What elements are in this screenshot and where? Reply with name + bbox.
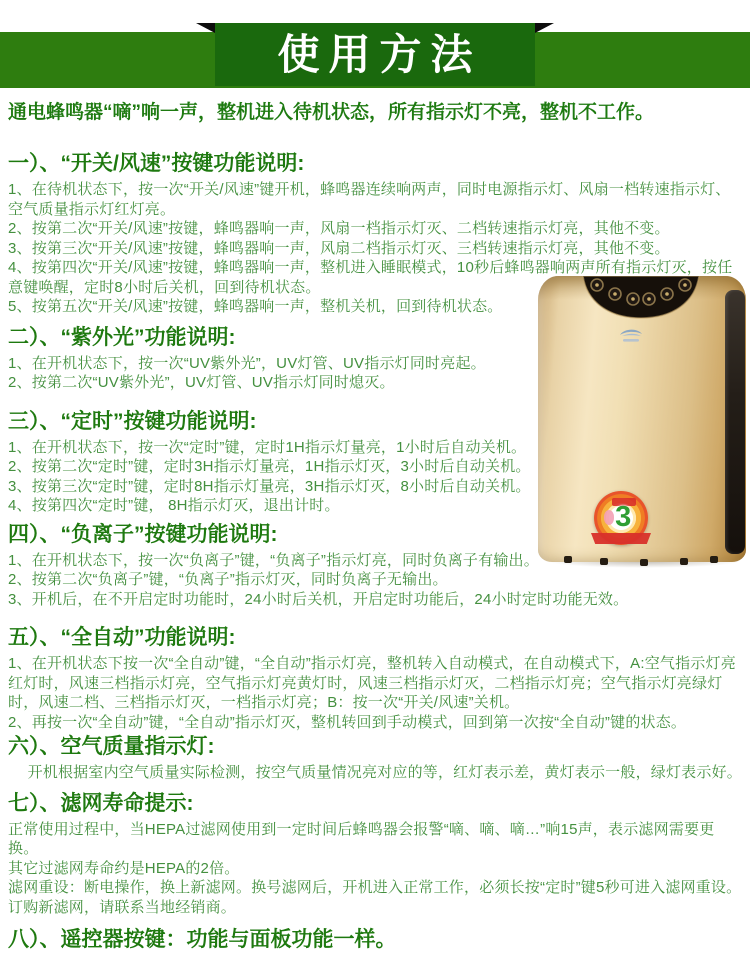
section-air-quality-light [8, 734, 742, 783]
section-item: 2、按第二次“开关/风速”按键，蜂鸣器响一声，风扇一档指示灯灭、二档转速指示灯亮，其他不变。 [8, 220, 670, 237]
section-item: 3、按第三次“开关/风速”按键，蜂鸣器响一声，风扇二档指示灯灭、三档转速指示灯亮，其他不变。 [8, 239, 670, 257]
purifier-side-panel [725, 290, 745, 554]
section-heading: 三）、“定时”按键功能说明: [8, 409, 257, 433]
brand-logo-icon [616, 326, 646, 346]
section-remote-control [8, 927, 742, 953]
section-filter-life [8, 791, 742, 918]
purifier-control-panel [581, 276, 701, 322]
section-heading: 六）、空气质量指示灯: [8, 735, 215, 758]
section-item: 2、按第二次“负离子”键，“负离子”指示灯灭，同时负离子无输出。 [8, 571, 448, 588]
badge-number: 3 [615, 500, 632, 533]
purifier-foot [640, 559, 648, 566]
section-item: 2、按第二次“定时”键，定时3H指示灯量亮，1H指示灯灭，3小时后自动关机。 [8, 458, 531, 475]
section-heading: 五）、“全自动”功能说明: [8, 626, 236, 649]
intro-line: 通电蜂鸣器“嘀”响一声，整机进入待机状态，所有指示灯不亮，整机不工作。 [8, 102, 655, 123]
section-item: 1、在待机状态下，按一次“开关/风速”键开机，蜂鸣器连续响两声，同时电源指示灯、风扇一档转速指示灯、空气质量指示灯红灯亮。 [8, 181, 731, 218]
section-item: 3、按第三次“定时”键，定时8H指示灯量亮，3H指示灯灭，8小时后自动关机。 [8, 477, 531, 495]
purifier-foot [680, 558, 688, 565]
purifier-foot [600, 558, 608, 565]
section-item: 4、按第四次“开关/风速”按键，蜂鸣器响一声，整机进入睡眠模式，10秒后蜂鸣器响两声所有指示灯灭，按任意键唤醒，定时8小时后关机，回到待机状态。 [8, 259, 733, 296]
section-item: 1、在开机状态下，按一次“UV紫外光”，UV灯管、UV指示灯同时亮起。 [8, 354, 486, 372]
section-heading: 二）、“紫外光”功能说明: [8, 325, 236, 349]
section-item: 4、按第四次“定时”键， 8H指示灯灭，退出计时。 [8, 497, 340, 514]
section-heading: 四）、“负离子”按键功能说明: [8, 522, 278, 546]
section-item: 1、在开机状态下按一次“全自动”键，“全自动”指示灯亮，整机转入自动模式，在自动模式下，A:空气指示灯亮红灯时，风速三档指示灯亮，空气指示灯亮黄灯时，风速三档指示灯灭，二档指示灯亮；空气指示灯亮绿灯时，风速二档、三档指示灯灭，一档指示灯亮；B：按一次“开关/风速”关机。 [8, 655, 736, 711]
section-item: 1、在开机状态下，按一次“负离子”键，“负离子”指示灯亮，同时负离子有输出。 [8, 551, 539, 569]
section-heading: 一）、“开关/风速”按键功能说明: [8, 152, 305, 175]
section-item: 正常使用过程中，当HEPA过滤网使用到一定时间后蜂鸣器会报警“嘀、嘀、嘀…”响15声，表示滤网需要更换。 [8, 820, 715, 857]
section-item: 2、按第二次“UV紫外光”，UV灯管、UV指示灯同时熄灭。 [8, 374, 395, 391]
section-heading: 七）、滤网寿命提示: [8, 791, 194, 815]
purifier-foot [564, 556, 572, 563]
section-item: 其它过滤网寿命约是HEPA的2倍。 [8, 859, 240, 877]
section-item: 2、再按一次“全自动”键，“全自动”指示灯灭，整机转回到手动模式，回到第一次按“全自动”键的状态。 [8, 713, 687, 731]
purifier-foot [710, 556, 718, 563]
badge-mascot-icon [604, 510, 614, 525]
badge-ribbon [591, 533, 651, 544]
purifier-feet [538, 556, 746, 564]
section-item: 5、按第五次“开关/风速”按键，蜂鸣器响一声，整机关机，回到待机状态。 [8, 298, 503, 315]
section-heading: 八）、遥控器按键：功能与面板功能一样。 [8, 928, 397, 951]
section-item: 开机根据室内空气质量实际检测，按空气质量情况亮对应的等，红灯表示差，黄灯表示一般，绿灯表示好。 [8, 764, 742, 781]
air-purifier-photo [538, 276, 746, 562]
section-item: 1、在开机状态下，按一次“定时”键，定时1H指示灯量亮，1小时后自动关机。 [8, 438, 527, 456]
quality-badge [594, 491, 648, 545]
section-item: 3、开机后，在不开启定时功能时，24小时后关机，开启定时功能后，24小时定时功能无效。 [8, 590, 629, 608]
section-auto-mode [8, 625, 742, 732]
section-item: 滤网重设：断电操作，换上新滤网。换号滤网后，开机进入正常工作，必须长按“定时”键5秒可进入滤网重设。订购新滤网，请联系当地经销商。 [8, 879, 742, 916]
page-title: 使用方法 [277, 30, 482, 78]
purifier-body [538, 276, 746, 562]
